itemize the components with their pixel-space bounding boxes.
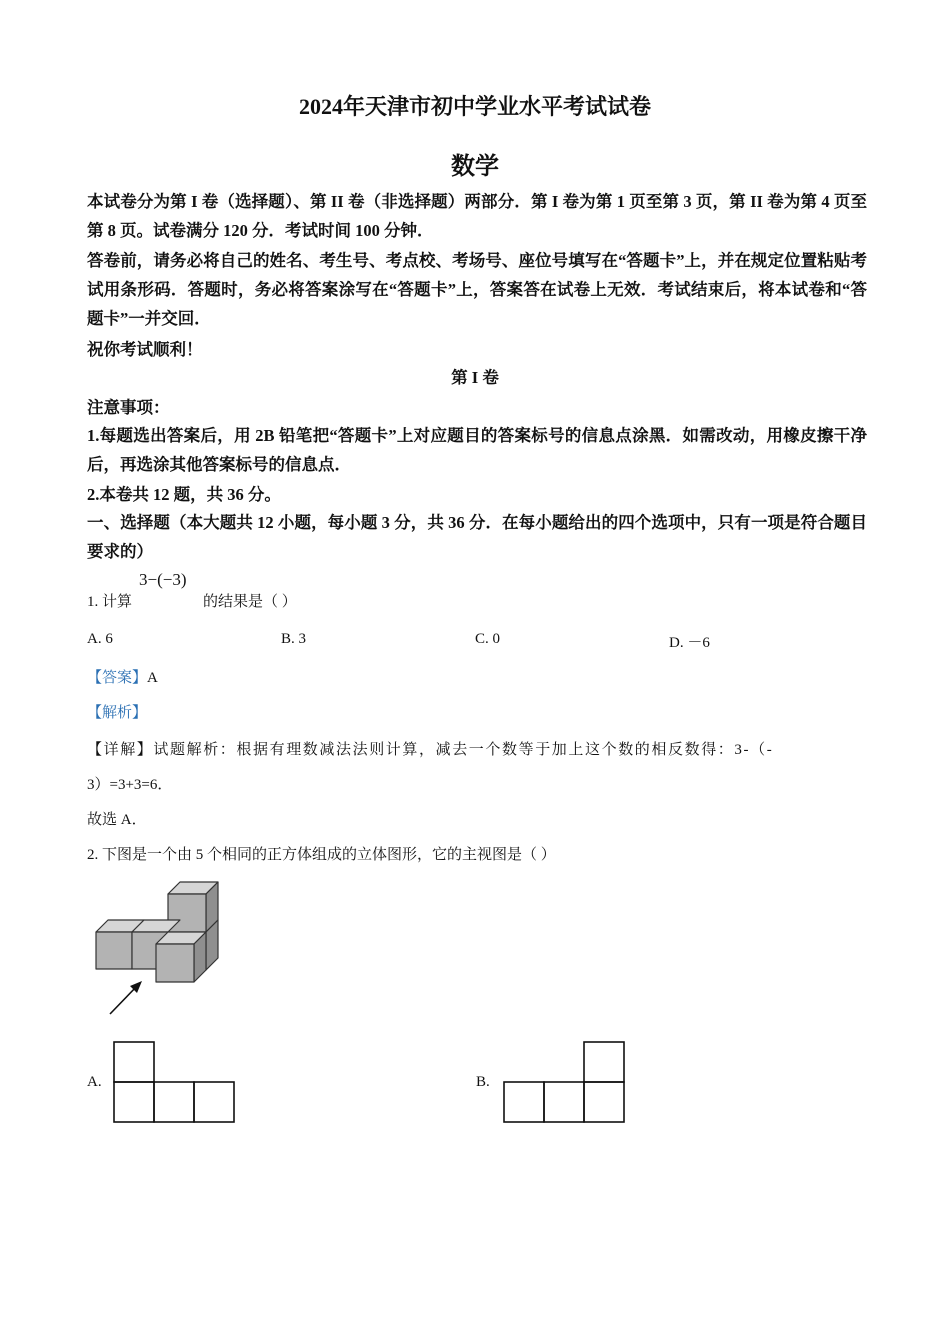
- question-2-option-a-label: A.: [87, 1074, 102, 1090]
- question-2-stem: 2. 下图是一个由 5 个相同的正方体组成的立体图形，它的主视图是（ ）: [87, 847, 556, 863]
- question-1-prefix: 1. 计算: [87, 594, 133, 610]
- cube-solid-figure: [86, 872, 236, 1022]
- question-1-option-d: D. －6: [669, 635, 710, 651]
- notice-item-1: 1.每题选出答案后，用 2B 铅笔把“答题卡”上对应题目的答案标号的信息点涂黑．如需改动，用橡皮擦干净后，再选涂其他答案标号的信息点．: [87, 426, 867, 474]
- detail-line-1: 【详解】试题解析：根据有理数减法法则计算，减去一个数等于加上这个数的相反数得：3-（-: [87, 742, 774, 758]
- question-1-answer-line: [87, 666, 158, 687]
- question-1-expression: 3−(−3): [139, 570, 187, 589]
- question-1-option-b: B. 3: [281, 631, 307, 647]
- section-one-heading: 一、选择题（本大题共 12 小题，每小题 3 分，共 36 分．在每小题给出的四个选项中，只有一项是符合题目要求的）: [87, 513, 867, 561]
- question-1-option-a: A. 6: [87, 631, 113, 647]
- intro-paragraph-2: 答卷前，请务必将自己的姓名、考生号、考点校、考场号、座位号填写在“答题卡”上，并在规定位置粘贴考试用条形码．答题时，务必将答案涂写在“答题卡”上，答案答在试卷上无效．考试结束后，将本试卷和“答题卡”一并交回．: [87, 251, 867, 328]
- option-a-view-diagram: [112, 1040, 238, 1124]
- question-1-suffix: 的结果是（ ）: [203, 594, 297, 610]
- answer-value: A: [147, 670, 158, 686]
- exam-title: 2024年天津市初中学业水平考试试卷: [298, 94, 651, 119]
- notice-title: 注意事项：: [87, 398, 170, 417]
- analysis-tag: 【解析】: [87, 705, 148, 721]
- subject-title: 数学: [451, 154, 499, 180]
- question-1-option-c: C. 0: [475, 631, 501, 647]
- question-2-option-b-label: B.: [476, 1074, 490, 1090]
- conclusion-line: 故选 A．: [87, 812, 147, 828]
- notice-item-2: 2.本卷共 12 题，共 36 分。: [87, 485, 281, 504]
- answer-tag: 【答案】: [87, 670, 148, 686]
- part-one-heading: 第 I 卷: [451, 368, 499, 387]
- option-b-view-diagram: [502, 1040, 628, 1124]
- detail-line-2: 3）=3+3=6．: [87, 777, 173, 793]
- good-luck-line: 祝你考试顺利！: [87, 340, 203, 359]
- intro-paragraph-1: 本试卷分为第 I 卷（选择题）、第 II 卷（非选择题）两部分．第 I 卷为第 1 页至第 3 页，第 II 卷为第 4 页至第 8 页。试卷满分 120 分．考试时间 100 分钟．: [87, 192, 867, 240]
